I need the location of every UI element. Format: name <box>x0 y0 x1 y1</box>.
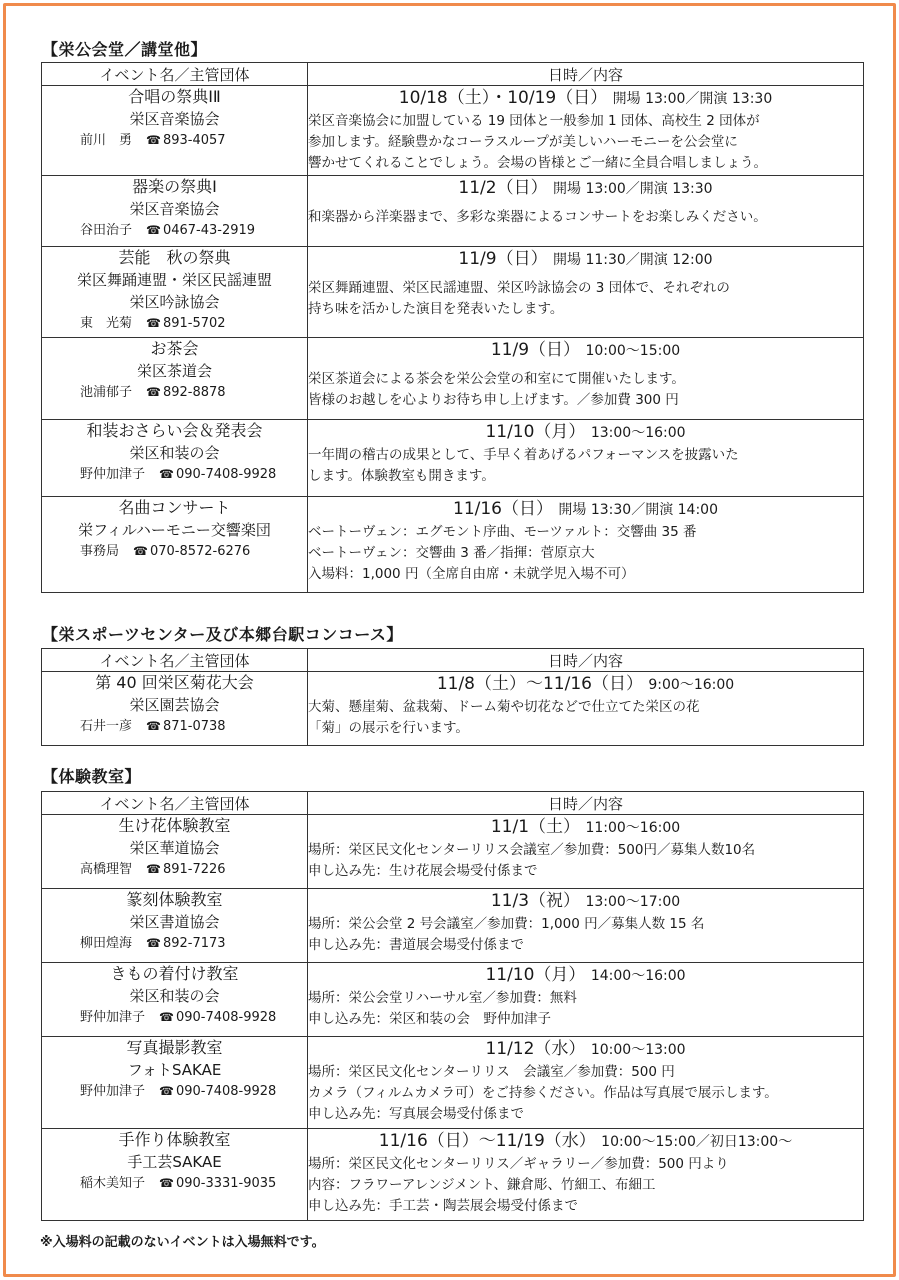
phone-number: 892-8878 <box>162 385 226 400</box>
detail-line: 申し込み先：写真展会場受付係まで <box>308 1106 524 1122</box>
event-time: 13:00～16:00 <box>590 425 686 441</box>
detail-line: 皆様のお越しを心よりお待ち申し上げます。／参加費 300 円 <box>308 392 679 408</box>
event-time: 11:00～16:00 <box>585 820 681 836</box>
detail-line: 栄区舞踊連盟、栄区民謡連盟、栄区吟詠協会の 3 団体で、それぞれの <box>308 280 730 296</box>
event-date: 11/10（月） <box>485 422 586 442</box>
phone-icon: ☎ <box>146 936 161 950</box>
event-time: 開場 13:30／開演 14:00 <box>558 502 718 518</box>
event-date: 11/9（日） <box>490 340 581 360</box>
event-group: 栄区音楽協会 <box>129 110 220 128</box>
event-name: 生け花体験教室 <box>118 816 231 835</box>
phone-icon: ☎ <box>146 133 161 147</box>
events-table-sports-center <box>41 648 864 746</box>
event-date: 10/18（土）・10/19（日） <box>398 88 608 108</box>
phone-icon: ☎ <box>146 862 161 876</box>
phone-number: 891-5702 <box>162 316 226 331</box>
event-time: 14:00～16:00 <box>590 968 686 984</box>
contact-name: 池浦郁子 <box>80 385 133 400</box>
detail-line: します。体験教室も開きます。 <box>308 468 495 484</box>
contact-name: 稲木美知子 <box>80 1176 146 1191</box>
phone-icon: ☎ <box>146 385 161 399</box>
detail-line: ベートーヴェン：エグモント序曲、モーツァルト：交響曲 35 番 <box>308 524 697 540</box>
event-group: 栄区華道協会 <box>129 839 220 857</box>
phone-number: 070-8572-6276 <box>149 544 251 559</box>
table-header-row <box>42 649 864 672</box>
event-group: 栄区書道協会 <box>129 913 220 931</box>
detail-line: 一年間の稽古の成果として、手早く着あげるパフォーマンスを披露いた <box>308 447 739 463</box>
phone-icon: ☎ <box>159 1084 174 1098</box>
detail-line: 和楽器から洋楽器まで、多彩な楽器によるコンサートをお楽しみください。 <box>308 209 767 225</box>
contact-name: 高橋理智 <box>80 862 133 877</box>
event-name: 写真撮影教室 <box>126 1038 223 1057</box>
event-name: お茶会 <box>150 339 199 358</box>
detail-line: 響かせてくれることでしょう。会場の皆様とご一緒に全員合唱しましょう。 <box>308 155 767 171</box>
contact-name: 野仲加津子 <box>80 1084 146 1099</box>
section-title-sports-center: 【栄スポーツセンター及び本郷台駅コンコース】 <box>42 625 403 644</box>
event-name: 篆刻体験教室 <box>126 890 223 909</box>
contact-name: 前川 勇 <box>80 133 133 148</box>
event-group: 栄区園芸協会 <box>129 696 220 714</box>
detail-line: 申し込み先：生け花展会場受付係まで <box>308 863 538 879</box>
detail-line: 申し込み先：栄区和装の会 野仲加津子 <box>308 1011 551 1027</box>
event-time: 開場 11:30／開演 12:00 <box>553 252 713 268</box>
header-datetime: 日時／内容 <box>308 63 864 86</box>
event-time: 開場 13:00／開演 13:30 <box>553 181 713 197</box>
detail-line: 場所：栄区民文化センターリリス会議室／参加費：500円／募集人数10名 <box>308 842 756 858</box>
event-date: 11/10（月） <box>485 965 586 985</box>
table-row <box>42 1129 864 1221</box>
phone-icon: ☎ <box>133 544 148 558</box>
event-group: 栄区舞踊連盟・栄区民謡連盟 <box>76 271 272 289</box>
event-group: フォトSAKAE <box>127 1061 222 1079</box>
contact-name: 野仲加津子 <box>80 1010 146 1025</box>
event-group: 栄区音楽協会 <box>129 200 220 218</box>
section-title-kokaido: 【栄公会堂／講堂他】 <box>42 40 208 59</box>
event-name: 手作り体験教室 <box>118 1130 231 1149</box>
table-row <box>42 247 864 338</box>
detail-line: 申し込み先：書道展会場受付係まで <box>308 937 524 953</box>
detail-line: 栄区音楽協会に加盟している 19 団体と一般参加 1 団体、高校生 2 団体が <box>308 113 760 129</box>
table-row <box>42 889 864 963</box>
table-row <box>42 815 864 889</box>
event-time: 開場 13:00／開演 13:30 <box>612 91 773 107</box>
event-date: 11/1（土） <box>490 817 581 837</box>
events-table-kokaido <box>41 62 864 593</box>
event-date: 11/3（祝） <box>490 891 581 911</box>
contact-name: 事務局 <box>80 544 120 559</box>
event-time: 9:00～16:00 <box>648 677 735 693</box>
event-group: 手工芸SAKAE <box>127 1153 222 1171</box>
contact-name: 谷田治子 <box>80 223 133 238</box>
event-name: 和装おさらい会＆発表会 <box>86 421 263 440</box>
detail-line: 「菊」の展示を行います。 <box>308 720 469 736</box>
phone-icon: ☎ <box>146 719 161 733</box>
phone-number: 090-7408-9928 <box>175 1010 277 1025</box>
event-group: 栄区茶道会 <box>136 362 212 380</box>
phone-number: 090-7408-9928 <box>175 1084 277 1099</box>
event-group: 栄区吟詠協会 <box>129 293 220 311</box>
detail-line: 大菊、懸崖菊、盆栽菊、ドーム菊や切花などで仕立てた栄区の花 <box>308 699 700 715</box>
detail-line: 場所：栄区民文化センターリリス／ギャラリー／参加費：500 円より <box>308 1156 729 1172</box>
event-name: 器楽の祭典Ⅰ <box>132 177 217 196</box>
phone-icon: ☎ <box>159 467 174 481</box>
event-date: 11/12（水） <box>485 1039 586 1059</box>
detail-line: ベートーヴェン：交響曲 3 番／指揮：菅原京大 <box>308 545 595 561</box>
phone-number: 871-0738 <box>162 719 226 734</box>
phone-number: 090-3331-9035 <box>175 1176 277 1191</box>
contact-name: 東 光菊 <box>80 316 133 331</box>
table-row <box>42 672 864 746</box>
events-table-workshops <box>41 791 864 1221</box>
detail-line: 場所：栄公会堂リハーサル室／参加費：無料 <box>308 990 577 1006</box>
event-date: 11/2（日） <box>458 178 548 198</box>
phone-icon: ☎ <box>159 1010 174 1024</box>
header-event: イベント名／主管団体 <box>42 63 308 86</box>
detail-line: 内容：フラワーアレンジメント、鎌倉彫、竹細工、布細工 <box>308 1177 656 1193</box>
event-date: 11/16（日） <box>453 499 553 519</box>
event-group: 栄区和装の会 <box>129 987 220 1005</box>
table-row <box>42 338 864 420</box>
event-time: 10:00～13:00 <box>590 1042 686 1058</box>
contact-name: 柳田煌海 <box>80 936 133 951</box>
footnote: ※入場料の記載のないイベントは入場無料です。 <box>40 1235 325 1250</box>
detail-line: 場所：栄区民文化センターリリス 会議室／参加費：500 円 <box>308 1064 675 1080</box>
event-name: 第 40 回栄区菊花大会 <box>95 673 254 692</box>
phone-number: 893-4057 <box>162 133 226 148</box>
event-time: 10:00～15:00 <box>585 343 681 359</box>
table-row <box>42 176 864 247</box>
table-header-row <box>42 63 864 86</box>
event-name: 合唱の祭典ⅠⅡ <box>128 87 221 106</box>
phone-icon: ☎ <box>146 316 161 330</box>
header-datetime: 日時／内容 <box>308 792 864 815</box>
detail-line: 場所：栄公会堂 2 号会議室／参加費：1,000 円／募集人数 15 名 <box>308 916 705 932</box>
detail-line: 申し込み先：手工芸・陶芸展会場受付係まで <box>308 1198 578 1214</box>
header-datetime: 日時／内容 <box>308 649 864 672</box>
contact-name: 野仲加津子 <box>80 467 146 482</box>
event-group: 栄区和装の会 <box>129 444 220 462</box>
phone-icon: ☎ <box>159 1176 174 1190</box>
table-row <box>42 963 864 1037</box>
table-row <box>42 420 864 497</box>
event-date: 11/8（土）～11/16（日） <box>436 674 643 694</box>
phone-number: 090-7408-9928 <box>175 467 277 482</box>
header-event: イベント名／主管団体 <box>42 792 308 815</box>
section-title-workshops: 【体験教室】 <box>42 767 142 786</box>
event-time: 10:00～15:00／初日13:00～ <box>601 1134 793 1150</box>
detail-line: 入場料：1,000 円（全席自由席・未就学児入場不可） <box>308 566 635 582</box>
contact-name: 石井一彦 <box>80 719 133 734</box>
phone-icon: ☎ <box>146 223 161 237</box>
detail-line: カメラ（フィルムカメラ可）をご持参ください。作品は写真展で展示します。 <box>308 1085 778 1101</box>
event-date: 11/9（日） <box>458 249 548 269</box>
event-date: 11/16（日）～11/19（水） <box>378 1131 596 1151</box>
event-time: 13:00～17:00 <box>585 894 681 910</box>
table-row <box>42 497 864 593</box>
event-name: 名曲コンサート <box>118 498 231 517</box>
detail-line: 持ち味を活かした演目を発表いたします。 <box>308 301 564 317</box>
detail-line: 栄区茶道会による茶会を栄公会堂の和室にて開催いたします。 <box>308 371 685 387</box>
table-header-row <box>42 792 864 815</box>
phone-number: 892-7173 <box>162 936 226 951</box>
event-name: 芸能 秋の祭典 <box>118 248 231 267</box>
phone-number: 0467-43-2919 <box>162 223 256 238</box>
detail-line: 参加します。経験豊かなコーラスループが美しいハーモニーを公会堂に <box>308 134 738 150</box>
event-name: きもの着付け教室 <box>110 964 239 983</box>
event-group: 栄フィルハーモニー交響楽団 <box>78 521 271 539</box>
table-row <box>42 86 864 176</box>
phone-number: 891-7226 <box>162 862 226 877</box>
table-row <box>42 1037 864 1129</box>
header-event: イベント名／主管団体 <box>42 649 308 672</box>
